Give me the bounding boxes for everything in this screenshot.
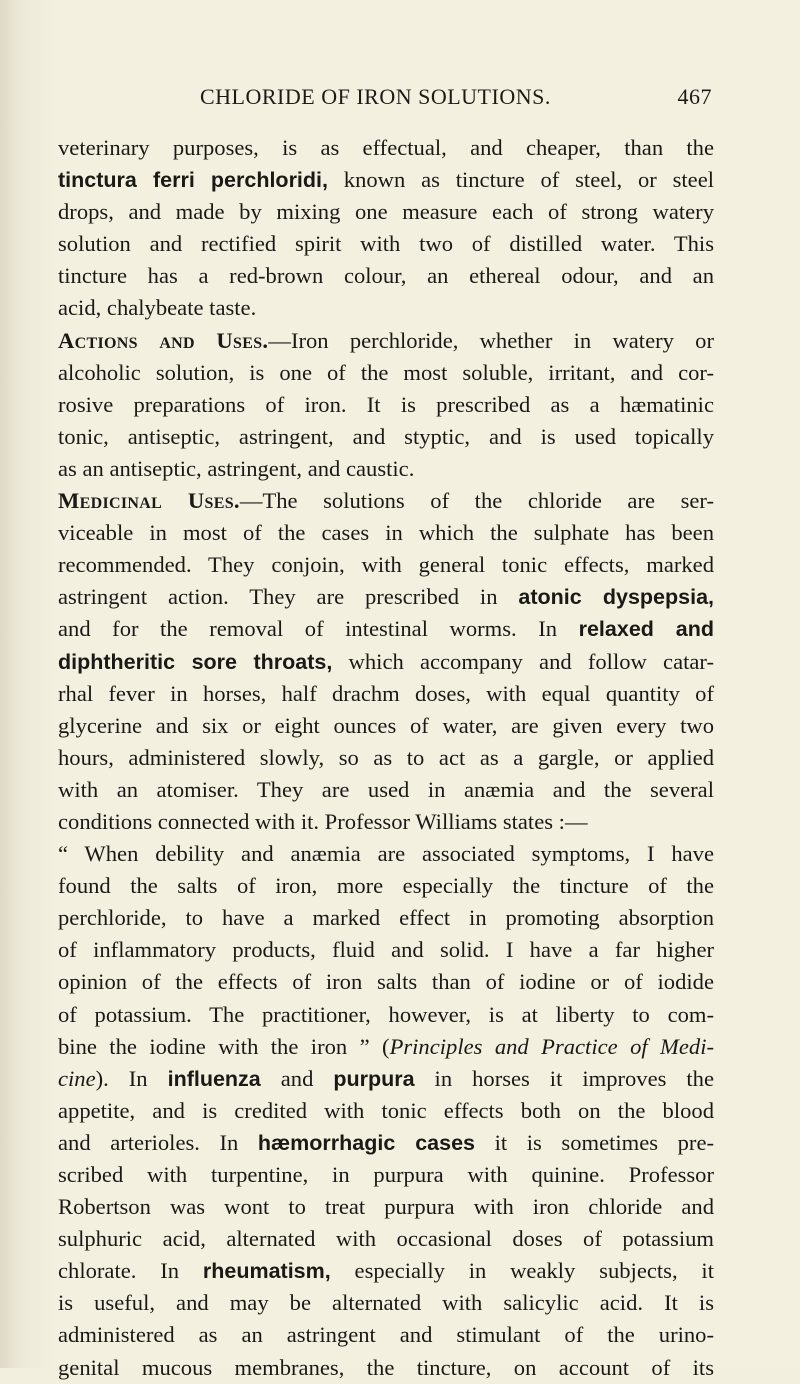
text-line: as an antiseptic, astringent, and caustic. xyxy=(58,455,415,481)
text-line: recommended. They conjoin, with general tonic effects, marked xyxy=(58,552,714,578)
condition-term: diphtheritic sore throats, xyxy=(58,649,333,674)
text-line: conditions connected with it. Professor Williams states :— xyxy=(58,808,588,834)
text-line: perchloride, to have a marked effect in promoting absorption xyxy=(58,905,714,931)
text-line: with an atomiser. They are used in anæmia and the several xyxy=(58,776,714,802)
text-line: sulphuric acid, alternated with occasional doses of potassium xyxy=(58,1226,714,1252)
text-line: is useful, and may be alternated with salicylic acid. It is xyxy=(58,1290,714,1316)
condition-term: influenza xyxy=(167,1066,261,1091)
text-line: opinion of the effects of iron salts than of iodine or of iodide xyxy=(58,969,714,995)
text-line: appetite, and is credited with tonic effects both on the blood xyxy=(58,1097,714,1123)
text-line: genital mucous membranes, the tincture, on account of its xyxy=(58,1354,714,1380)
text-line: bine the iodine with the iron ” (Principles and Practice of Medi- xyxy=(58,1033,715,1059)
section-heading-actions: Actions and Uses. xyxy=(58,327,269,353)
page-number: 467 xyxy=(677,84,712,109)
text-line: tincture has a red-brown colour, an ethereal odour, and an xyxy=(58,263,714,289)
text-line: “ When debility and anæmia are associated symptoms, I have xyxy=(58,841,714,867)
text-line: tinctura ferri perchloridi, known as tincture of steel, or steel xyxy=(58,167,714,193)
text-line: acid, chalybeate taste. xyxy=(58,295,257,321)
text-line: chlorate. In rheumatism, especially in weakly subjects, it xyxy=(58,1258,714,1284)
text-line: rhal fever in horses, half drachm doses, with equal quantity of xyxy=(58,680,714,706)
text-line: of inflammatory products, fluid and solid. I have a far higher xyxy=(58,937,714,963)
text-line: scribed with turpentine, in purpura with quinine. Professor xyxy=(58,1162,714,1187)
text-line: and for the removal of intestinal worms. In relaxed and xyxy=(58,616,715,642)
running-head: CHLORIDE OF IRON SOLUTIONS. xyxy=(200,84,551,109)
text-line: administered as an astringent and stimulant of the urino- xyxy=(58,1322,714,1348)
citation-title: Principles and Practice of Medi- xyxy=(389,1033,715,1059)
page-header xyxy=(148,84,712,114)
condition-term: rheumatism, xyxy=(202,1259,331,1284)
text-line: Medicinal Uses.—The solutions of the chloride are ser- xyxy=(58,488,714,514)
text-line: and arterioles. In hæmorrhagic cases it is sometimes pre- xyxy=(58,1129,715,1155)
text-line: diphtheritic sore throats, which accompany and follow catar- xyxy=(58,648,714,674)
text-line: rosive preparations of iron. It is prescribed as a hæmatinic xyxy=(58,391,714,417)
condition-term: atonic dyspepsia, xyxy=(518,585,715,610)
text-line: cine). In influenza and purpura in horses it improves the xyxy=(58,1065,715,1091)
text-line: hours, administered slowly, so as to act as a gargle, or applied xyxy=(58,744,714,770)
text-line: veterinary purposes, is as effectual, and cheaper, than the xyxy=(58,135,714,160)
condition-term: hæmorrhagic cases xyxy=(257,1130,476,1155)
drug-name: tinctura ferri perchloridi, xyxy=(58,168,328,193)
citation-title: cine xyxy=(58,1065,96,1091)
text-line: solution and rectified spirit with two of distilled water. This xyxy=(58,231,714,257)
text-line: drops, and made by mixing one measure each of strong watery xyxy=(58,199,714,225)
section-heading-medicinal: Medicinal Uses. xyxy=(58,488,240,514)
text-line: viceable in most of the cases in which the sulphate has been xyxy=(58,520,714,546)
text-line: astringent action. They are prescribed in atonic dyspepsia, xyxy=(58,584,715,610)
body-text xyxy=(58,132,714,1384)
text-line: glycerine and six or eight ounces of water, are given every two xyxy=(58,712,714,738)
text-line: found the salts of iron, more especially the tincture of the xyxy=(58,873,714,899)
condition-term: purpura xyxy=(333,1066,415,1091)
condition-term: relaxed and xyxy=(578,617,715,642)
text-line: alcoholic solution, is one of the most soluble, irritant, and cor- xyxy=(58,359,714,385)
text-line: of potassium. The practitioner, however, is at liberty to com- xyxy=(58,1001,714,1027)
text-line: tonic, antiseptic, astringent, and styptic, and is used topically xyxy=(58,423,714,449)
text-line: Actions and Uses.—Iron perchloride, whether in watery or xyxy=(58,327,714,353)
text-line: Robertson was wont to treat purpura with iron chloride and xyxy=(58,1194,714,1220)
